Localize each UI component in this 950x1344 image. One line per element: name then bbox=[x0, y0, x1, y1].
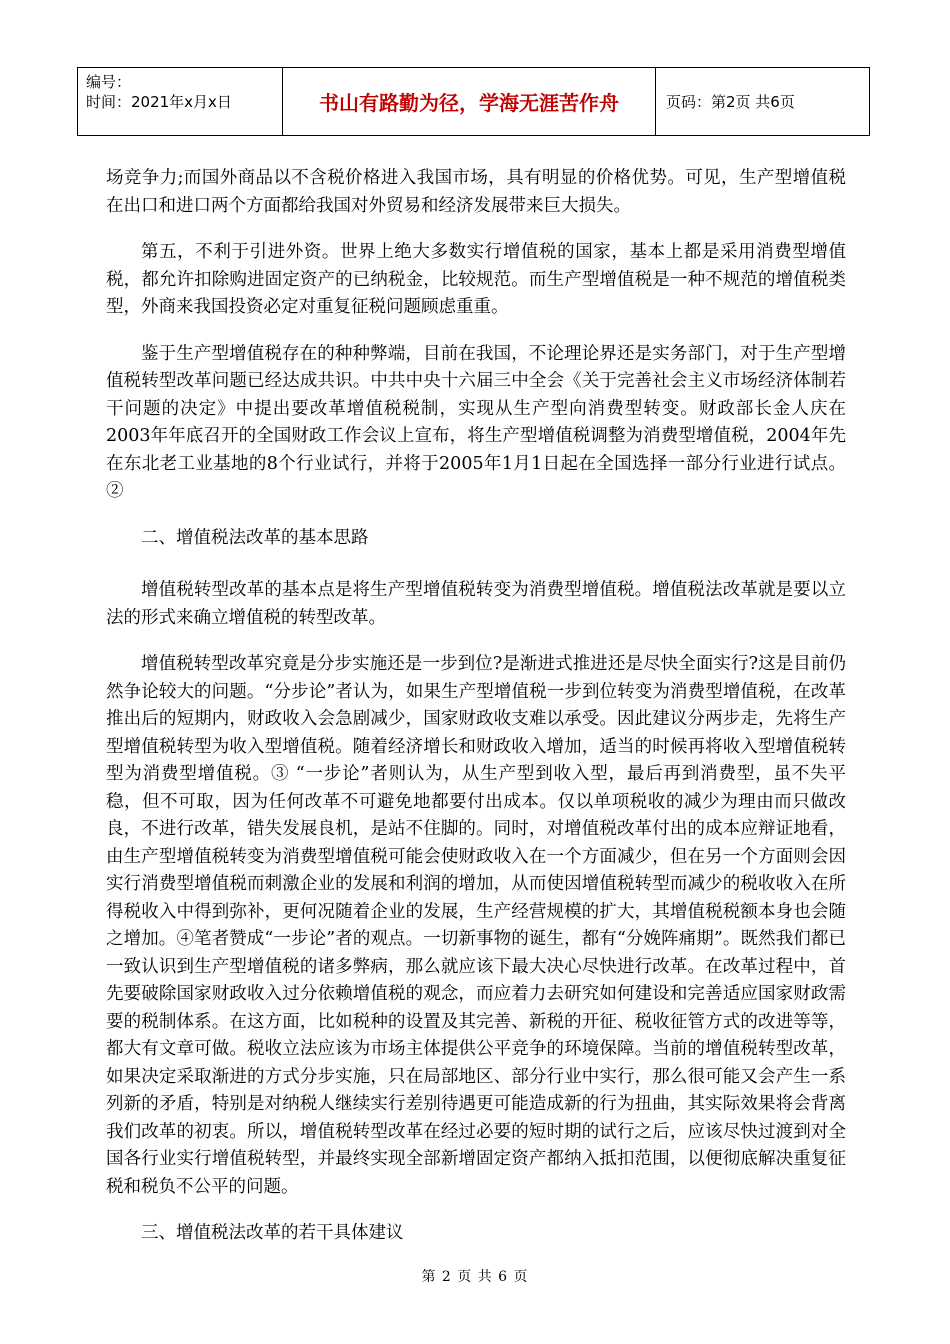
paragraph: 鉴于生产型增值税存在的种种弊端，目前在我国，不论理论界还是实务部门，对于生产型增值税转型改革问题已经达成共识。中共中央十六届三中全会《关于完善社会主义市场经济体制若干问题的决定》中提出要改革增值税税制，实现从生产型向消费型转变。财政部长金人庆在2003年年底召开的全国财政工作会议上宣布，将生产型增值税调整为消费型增值税，2004年先在东北老工业基地的8个行业试行，并将于2005年1月1日起在全国选择一部分行业进行试点。② bbox=[106, 343, 846, 501]
section-heading: 二、增值税法改革的基本思路 bbox=[141, 527, 369, 548]
paragraph: 增值税转型改革的基本点是将生产型增值税转变为消费型增值税。增值税法改革就是要以立法的形式来确立增值税的转型改革。 bbox=[106, 580, 846, 628]
document-header bbox=[77, 67, 870, 136]
header-motto: 书山有路勤为径，学海无涯苦作舟 bbox=[283, 68, 656, 135]
paragraph: 第五，不利于引进外资。世界上绝大多数实行增值税的国家，基本上都是采用消费型增值税，都允许扣除购进固定资产的已纳税金，比较规范。而生产型增值税是一种不规范的增值税类型，外商来我国投资必定对重复征税问题顾虑重重。 bbox=[106, 242, 846, 317]
document-body bbox=[106, 165, 846, 1273]
section-heading: 三、增值税法改革的若干具体建议 bbox=[141, 1223, 404, 1243]
document-date: 时间：2021年x月x日 bbox=[86, 93, 232, 111]
paragraph: 增值税转型改革究竟是分步实施还是一步到位?是渐进式推进还是尽快全面实行?这是目前仍然争论较大的问题。“分步论”者认为，如果生产型增值税一步到位转变为消费型增值税，在改革推出后的短期内，财政收入会急剧减少，国家财政收支难以承受。因此建议分两步走，先将生产型增值税转型为收入型增值税。随着经济增长和财政收入增加，适当的时候再将收入型增值税转型为消费型增值税。③ “一步论”者则认为，从生产型到收入型，最后再到消费型，虽不失平稳，但不可取，因为任何改革不可避免地都要付出成本。仅以单项税收的减少为理由而只做改良，不进行改革，错失发展良机，是站不住脚的。同时，对增值税改革付出的成本应辩证地看，由生产型增值税转变为消费型增值税可能会使财政收入在一个方面减少，但在另一个方面则会因实行消费型增值税而刺激企业的发展和利润的增加，从而使因增值税转型而减少的税收收入在所得税收入中得到弥补，更何况随着企业的发展，生产经营规模的扩大，其增值税税额本身也会随之增加。④笔者赞成“一步论”者的观点。一切新事物的诞生，都有“分娩阵痛期”。既然我们都已一致认识到生产型增值税的诸多弊病，那么就应该下最大决心尽快进行改革。在改革过程中，首先要破除国家财政收入过分依赖增值税的观念，而应着力去研究如何建设和完善适应国家财政需要的税制体系。在这方面，比如税种的设置及其完善、新税的开征、税收征管方式的改进等等，都大有文章可做。税收立法应该为市场主体提供公平竞争的环境保障。当前的增值税转型改革，如果决定采取渐进的方式分步实施，只在局部地区、部分行业中实行，那么很可能又会产生一系列新的矛盾，特别是对纳税人继续实行差别待遇更可能造成新的行为扭曲，其实际效果将会背离我们改革的初衷。所以，增值税转型改革在经过必要的短时期的试行之后，应该尽快过渡到对全国各行业实行增值税转型，并最终实现全部新增固定资产都纳入抵扣范围，以便彻底解决重复征税和税负不公平的问题。 bbox=[106, 654, 846, 1197]
header-meta bbox=[78, 68, 283, 135]
header-page-info: 页码：第2页 共6页 bbox=[666, 93, 795, 111]
page-footer: 第 2 页 共 6 页 bbox=[421, 1269, 529, 1285]
paragraph-continued: 场竞争力;而国外商品以不含税价格进入我国市场，具有明显的价格优势。可见，生产型增值税在出口和进口两个方面都给我国对外贸易和经济发展带来巨大损失。 bbox=[106, 168, 846, 216]
document-number-label: 编号： bbox=[86, 73, 132, 91]
